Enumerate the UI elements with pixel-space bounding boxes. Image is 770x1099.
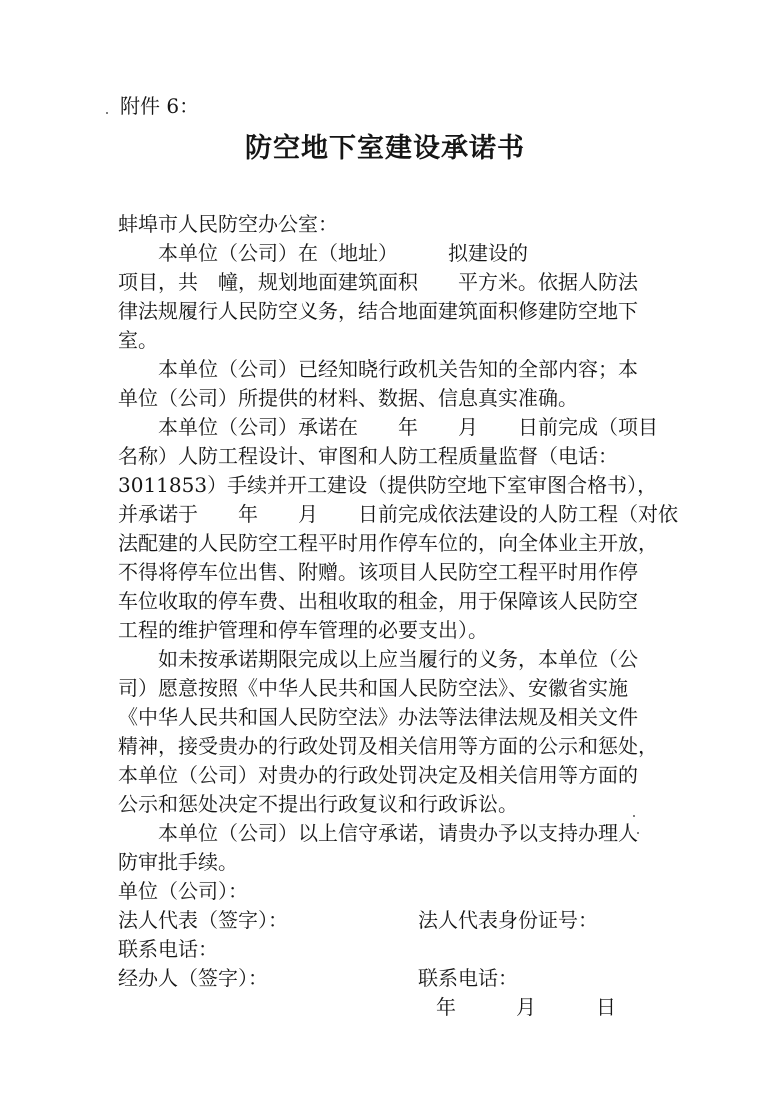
document-title: 防空地下室建设承诺书 — [245, 133, 525, 164]
body-line: 本单位（公司）已经知晓行政机关告知的全部内容；本 — [118, 357, 638, 381]
body-line: 名称）人防工程设计、审图和人防工程质量监督（电话： — [118, 444, 618, 468]
date-line: 年 月 日 — [436, 995, 616, 1019]
body-line: 室。 — [118, 328, 158, 352]
body-line: 本单位（公司）对贵办的行政处罚决定及相关信用等方面的 — [118, 763, 638, 787]
body-line: 项目，共 幢，规划地面建筑面积 平方米。依据人防法 — [118, 270, 638, 294]
legal-rep-id-label: 法人代表身份证号： — [418, 908, 598, 932]
body-line: 本单位（公司）以上信守承诺，请贵办予以支持办理人 — [118, 821, 638, 845]
handler-contact-phone-label: 联系电话： — [418, 966, 518, 990]
attachment-label: 附件 6： — [120, 94, 200, 118]
addressee-line: 蚌埠市人民防空办公室： — [118, 212, 338, 236]
body-line: 3011853）手续并开工建设（提供防空地下室审图合格书）， — [118, 473, 658, 497]
body-line: 单位（公司）所提供的材料、数据、信息真实准确。 — [118, 386, 578, 410]
body-line: 如未按承诺期限完成以上应当履行的义务，本单位（公 — [118, 647, 638, 671]
body-line: 公示和惩处决定不提出行政复议和行政诉讼。 — [118, 792, 518, 816]
body-line: 本单位（公司）承诺在 年 月 日前完成（项目 — [118, 415, 658, 439]
body-line: 法配建的人民防空工程平时用作停车位的，向全体业主开放， — [118, 531, 658, 555]
scan-speck — [106, 112, 108, 114]
body-line: 车位收取的停车费、出租收取的租金，用于保障该人民防空 — [118, 589, 638, 613]
body-line: 《中华人民共和国人民防空法》办法等法律法规及相关文件 — [118, 705, 638, 729]
scan-speck — [633, 815, 635, 817]
body-line: 司）愿意按照《中华人民共和国人民防空法》、安徽省实施 — [118, 676, 628, 700]
body-line: 防审批手续。 — [118, 850, 238, 874]
contact-phone-label: 联系电话： — [118, 937, 218, 961]
handler-signature-label: 经办人（签字）： — [118, 966, 268, 990]
body-line: 精神，接受贵办的行政处罚及相关信用等方面的公示和惩处， — [118, 734, 658, 758]
body-line: 不得将停车位出售、附赠。该项目人民防空工程平时用作停 — [118, 560, 638, 584]
body-line: 工程的维护管理和停车管理的必要支出）。 — [118, 618, 488, 642]
unit-signature-label: 单位（公司）： — [118, 879, 248, 903]
body-line: 本单位（公司）在（地址） 拟建设的 — [118, 241, 528, 265]
legal-rep-signature-label: 法人代表（签字）： — [118, 908, 288, 932]
body-line: 律法规履行人民防空义务，结合地面建筑面积修建防空地下 — [118, 299, 638, 323]
body-line: 并承诺于 年 月 日前完成依法建设的人防工程（对依 — [118, 502, 678, 526]
